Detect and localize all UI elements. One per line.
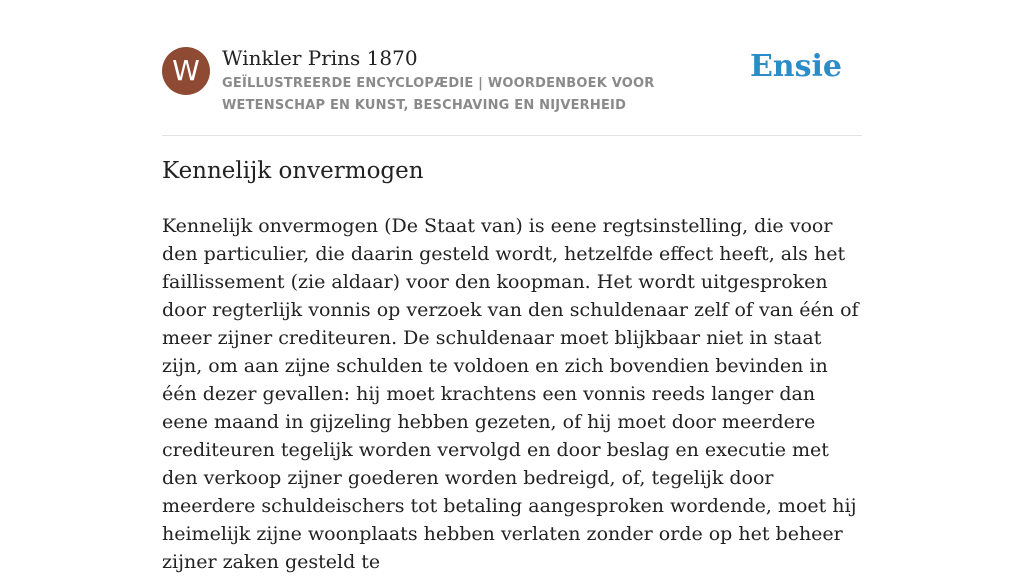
avatar[interactable]: W: [162, 47, 210, 95]
page-title: Kennelijk onvermogen: [162, 158, 424, 184]
source-name-link[interactable]: Winkler Prins 1870: [222, 46, 418, 70]
article-body: Kennelijk onvermogen (De Staat van) is eene regtsinstelling, die voor den particulier, die daarin gesteld wordt, hetzelfde effect heeft, als het faillissement (zie aldaar) voor den koopman. Het wordt uitgesproken door regterlijk vonnis op verzoek van den schuldenaar zelf of van één of meer zijner crediteuren. De schuldenaar moet blijkbaar niet in staat zijn, om aan zijne schulden te voldoen en zich bovendien bevinden in één dezer gevallen: hij moet krachtens een vonnis reeds langer dan eene maand in gijzeling hebben gezeten, of hij moet door meerdere crediteuren tegelijk worden vervolgd en door beslag en executie met den verkoop zijner goederen worden bedreigd, of, tegelijk door meerdere schuldeischers tot betaling aangesproken wordende, moet hij heimelijk zijne woonplaats hebben verlaten zonder orde op het beheer zijner zaken gesteld te: [162, 215, 859, 573]
ensie-logo[interactable]: Ensie: [749, 49, 842, 84]
source-header: [162, 44, 862, 136]
source-subtitle: GEÏLLUSTREERDE ENCYCLOPÆDIE | WOORDENBOEK VOOR WETENSCHAP EN KUNST, BESCHAVING EN NIJVERHEID: [222, 76, 655, 113]
